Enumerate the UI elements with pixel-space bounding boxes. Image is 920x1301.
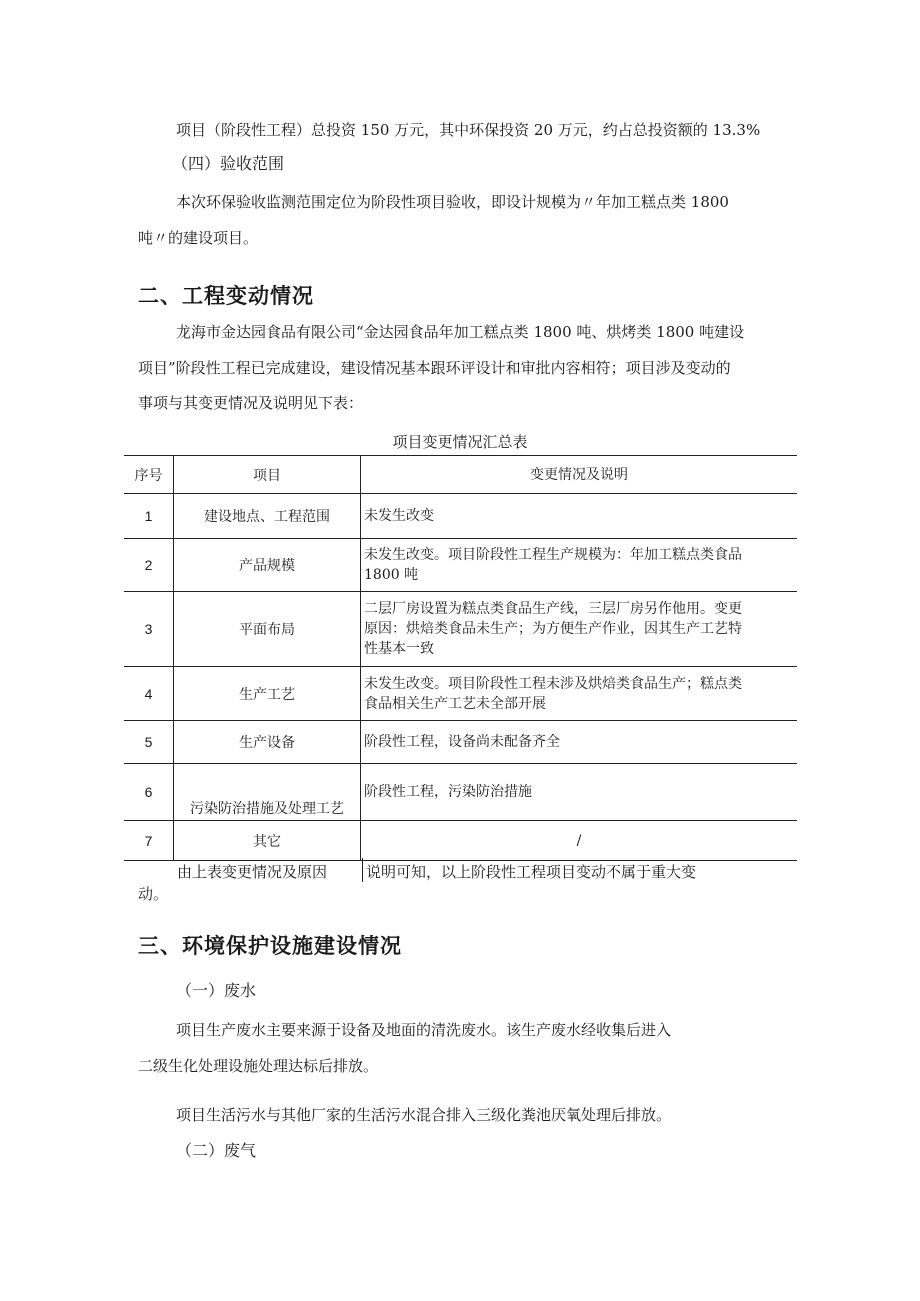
row-no: 4 bbox=[124, 667, 174, 721]
wastewater-text-line1: 项目生产废水主要来源于设备及地面的清洗废水。该生产废水经收集后进入 bbox=[176, 1021, 672, 1039]
row-no: 1 bbox=[124, 494, 174, 539]
row-no: 7 bbox=[124, 821, 174, 861]
section2-text-line1: 龙海市金达园食品有限公司“金达园食品年加工糕点类 1800 吨、烘烤类 1800 吨建设 bbox=[176, 323, 745, 341]
row-desc-line: 二层厂房设置为糕点类食品生产线，三层厂房另作他用。变更 bbox=[364, 601, 742, 617]
table-row bbox=[124, 667, 797, 721]
sewage-text: 项目生活污水与其他厂家的生活污水混合排入三级化粪池厌氧处理后排放。 bbox=[176, 1106, 672, 1124]
change-summary-table bbox=[124, 455, 797, 861]
row-desc-line: 阶段性工程，设备尚未配备齐全 bbox=[364, 734, 560, 750]
row-desc bbox=[361, 764, 798, 821]
row-item: 生产工艺 bbox=[174, 667, 361, 721]
column-divider bbox=[362, 858, 363, 882]
scope-text-line1: 本次环保验收监测范围定位为阶段性项目验收，即设计规模为〃年加工糕点类 1800 bbox=[176, 193, 729, 211]
row-desc bbox=[361, 667, 798, 721]
row-item: 污染防治措施及处理工艺 bbox=[174, 764, 361, 821]
row-no: 5 bbox=[124, 721, 174, 764]
section2-title: 二、工程变动情况 bbox=[138, 283, 314, 308]
conclusion-line2: 动。 bbox=[138, 885, 169, 903]
investment-text: 项目（阶段性工程）总投资 150 万元，其中环保投资 20 万元，约占总投资额的 13.3% bbox=[176, 121, 761, 139]
table-row bbox=[124, 821, 797, 861]
row-desc bbox=[361, 539, 798, 592]
row-no: 3 bbox=[124, 592, 174, 667]
row-desc-line: 原因：烘焙类食品未生产；为方便生产作业，因其生产工艺特 bbox=[364, 621, 742, 637]
table-row bbox=[124, 539, 797, 592]
section3-title: 三、环境保护设施建设情况 bbox=[138, 933, 402, 958]
row-desc-line: 未发生改变。项目阶段性工程未涉及烘焙类食品生产；糕点类 bbox=[364, 675, 742, 692]
conclusion-left: 由上表变更情况及原因 bbox=[177, 863, 328, 881]
row-desc bbox=[361, 494, 798, 539]
row-desc-line: 1800 吨 bbox=[364, 567, 419, 583]
scope-text-line2: 吨〃的建设项目。 bbox=[138, 229, 259, 247]
table-row bbox=[124, 494, 797, 539]
row-item: 产品规模 bbox=[174, 539, 361, 592]
exhaust-heading: （二）废气 bbox=[176, 1141, 257, 1160]
row-desc-line: 性基本一致 bbox=[364, 641, 434, 657]
row-desc bbox=[361, 721, 798, 764]
row-no: 2 bbox=[124, 539, 174, 592]
row-item: 其它 bbox=[174, 821, 361, 861]
scope-heading: （四）验收范围 bbox=[172, 154, 285, 173]
conclusion-right: 说明可知，以上阶段性工程项目变动不属于重大变 bbox=[366, 863, 697, 881]
row-no: 6 bbox=[124, 764, 174, 821]
row-desc-line: 阶段性工程，污染防治措施 bbox=[364, 784, 532, 800]
section2-text-line2: 项目”阶段性工程已完成建设，建设情况基本跟环评设计和审批内容相符；项目涉及变动的 bbox=[138, 359, 731, 377]
header-desc: 变更情况及说明 bbox=[361, 456, 798, 494]
table-row bbox=[124, 764, 797, 821]
section2-text-line3: 事项与其变更情况及说明见下表： bbox=[138, 394, 364, 412]
row-desc bbox=[361, 821, 798, 861]
row-item: 平面布局 bbox=[174, 592, 361, 667]
table-header-row bbox=[124, 456, 797, 494]
wastewater-heading: （一）废水 bbox=[176, 981, 257, 1000]
row-desc-line: 未发生改变 bbox=[364, 508, 434, 524]
header-no: 序号 bbox=[124, 456, 174, 494]
row-item: 生产设备 bbox=[174, 721, 361, 764]
table-row bbox=[124, 721, 797, 764]
header-item: 项目 bbox=[174, 456, 361, 494]
row-desc bbox=[361, 592, 798, 667]
table-row bbox=[124, 592, 797, 667]
row-item: 建设地点、工程范围 bbox=[174, 494, 361, 539]
table-caption: 项目变更情况汇总表 bbox=[392, 433, 528, 451]
row-desc-line: / bbox=[576, 832, 582, 849]
row-desc-line: 未发生改变。项目阶段性工程生产规模为：年加工糕点类食品 bbox=[364, 547, 742, 563]
row-desc-line: 食品相关生产工艺未全部开展 bbox=[364, 695, 546, 712]
wastewater-text-line2: 二级生化处理设施处理达标后排放。 bbox=[138, 1057, 379, 1075]
